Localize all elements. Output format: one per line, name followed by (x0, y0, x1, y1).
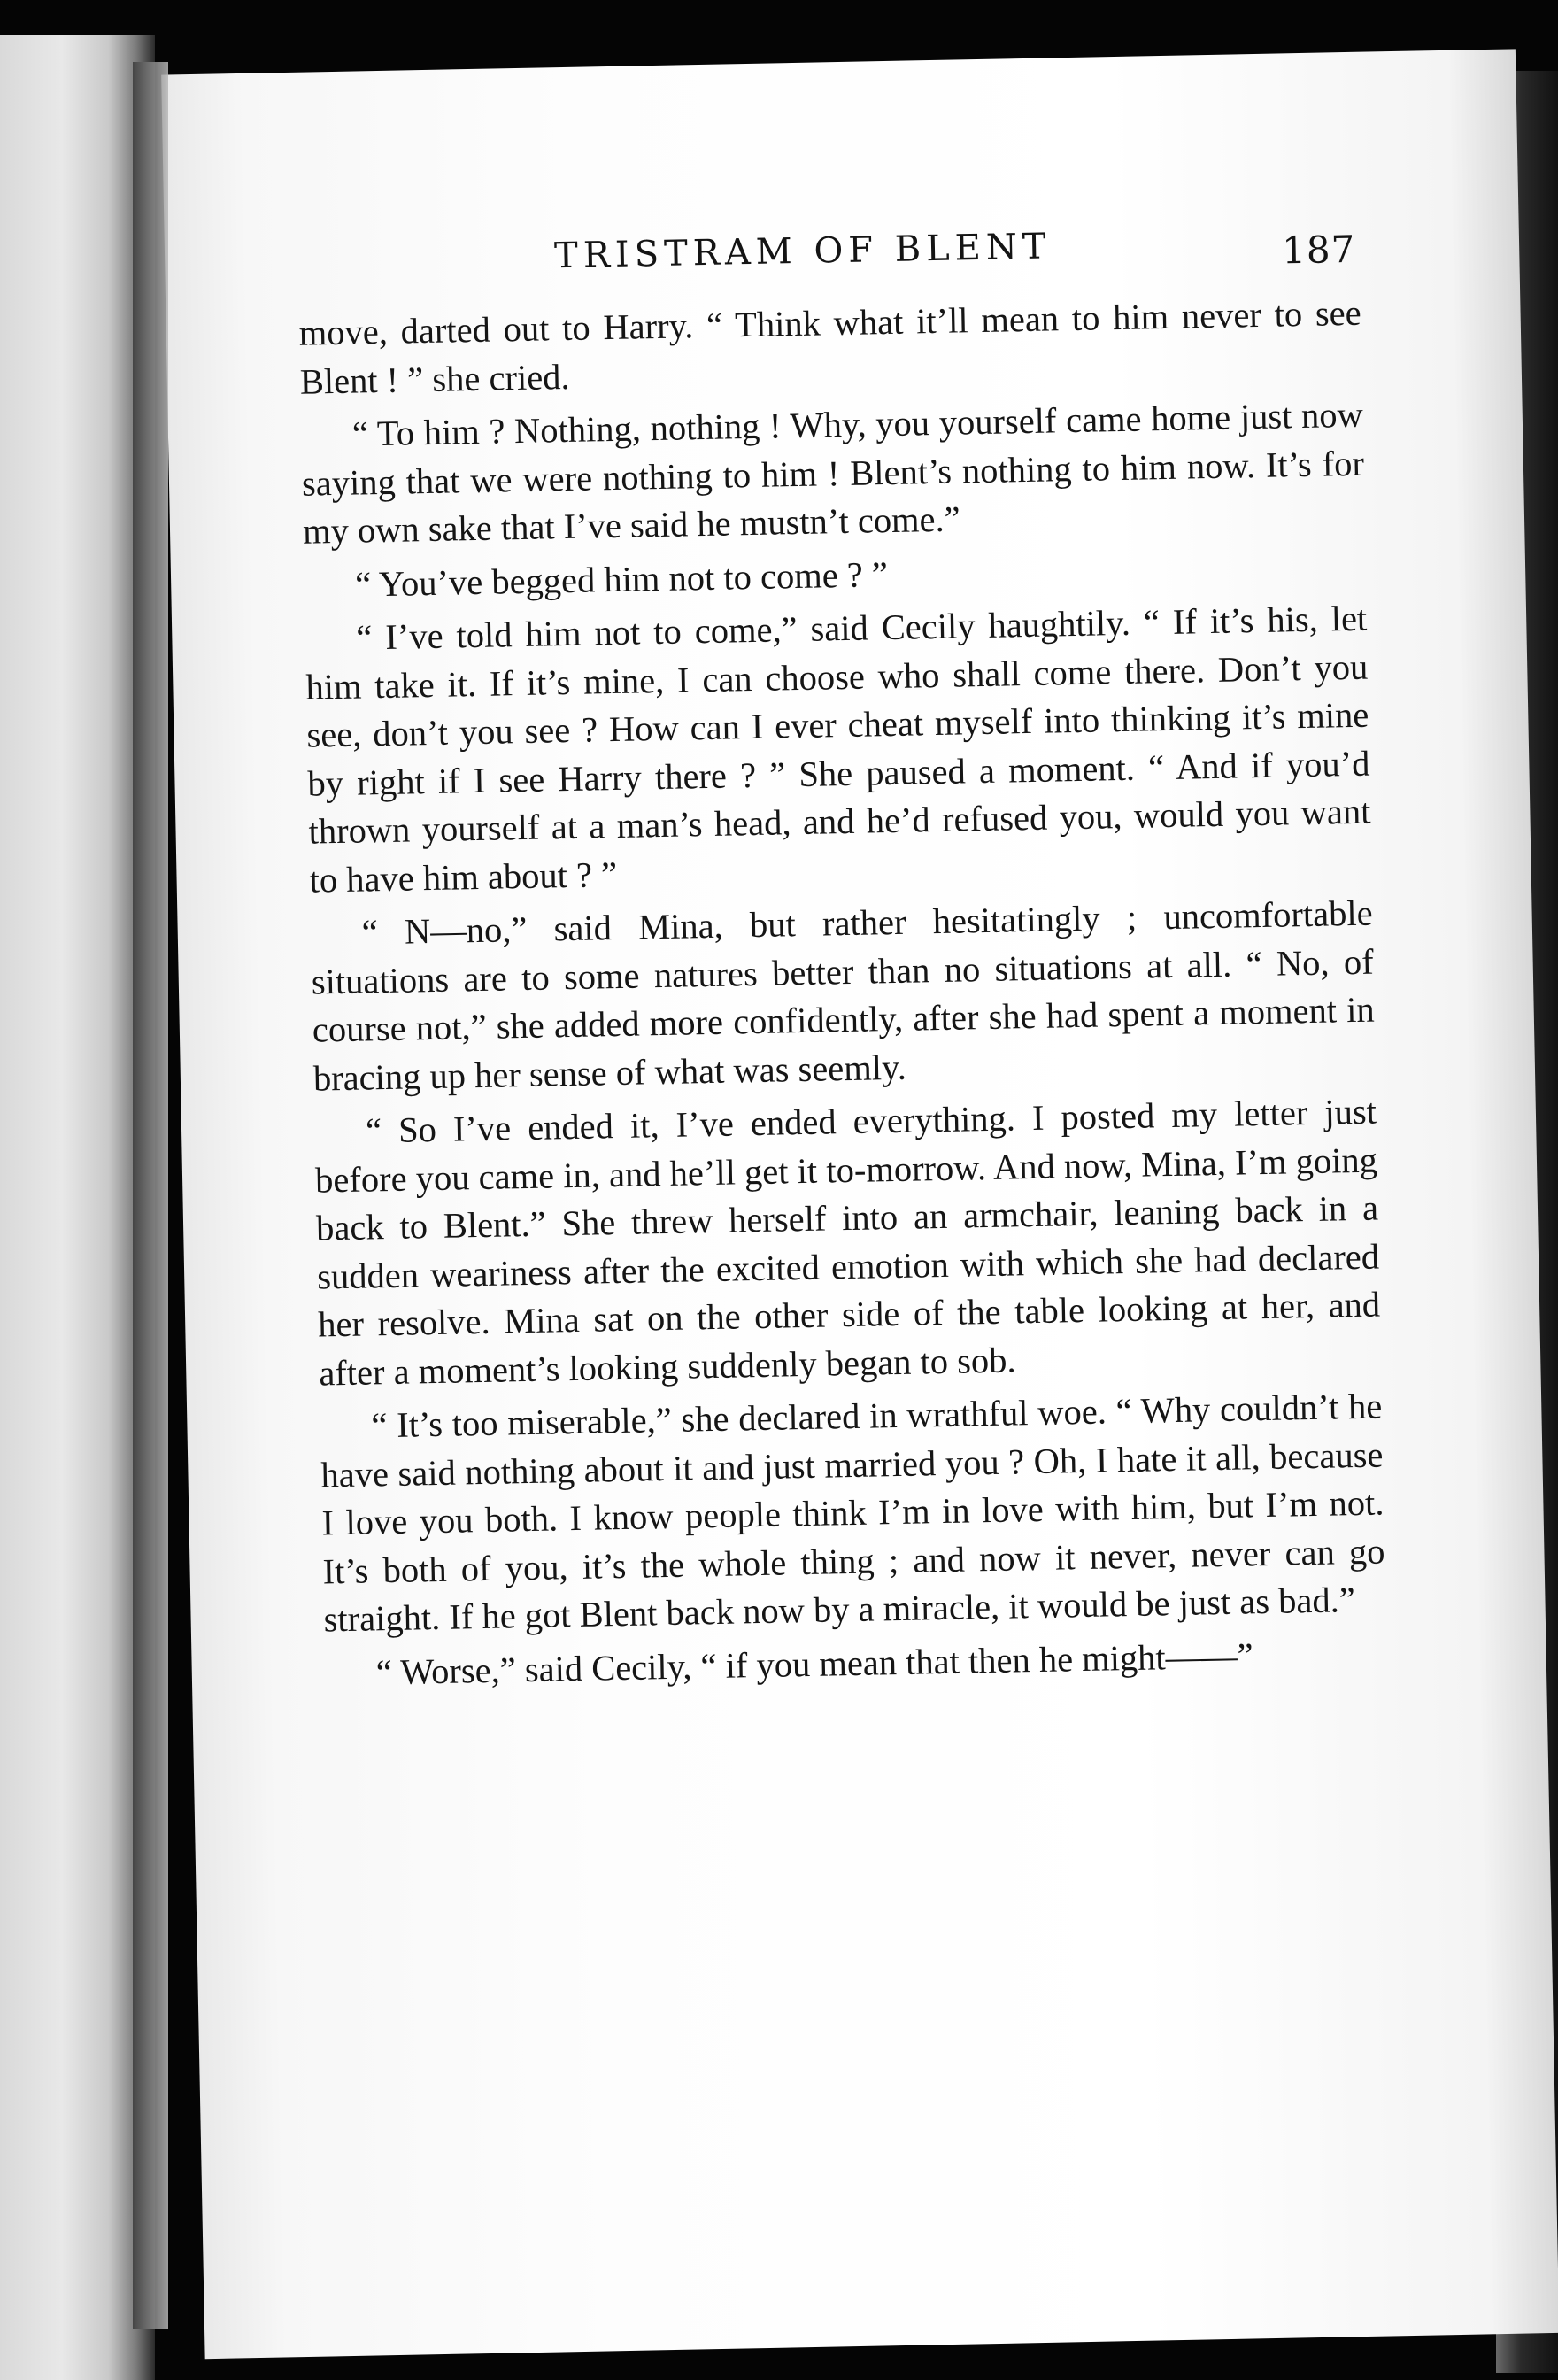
running-title: TRISTRAM OF BLENT (553, 226, 1052, 277)
facing-page-edge (0, 35, 155, 2380)
paragraph: “ It’s too miserable,” she declared in wrathful woe. “ Why couldn’t he have said nothing about it and just married you ? Oh, I hate it all, because I love you both. I know people think I’m in love with him, but I’m not. It’s both of you, it’s the whole thing ; and now it never, never can go straight. If he got Blent back now by a miracle, it would be just as bad.” (320, 1386, 1385, 1640)
page-body (298, 290, 1387, 1704)
paragraph: “ So I’ve ended it, I’ve ended everything. I posted my letter just before you came in, and he’ll get it to-morrow. And now, Mina, I’m going back to Blent.” She threw herself into an armchair, leaning back in a sudden weariness after the excited emotion with which she had declared her resolve. Mina sat on the other side of the table looking at her, and after a moment’s looking suddenly began to sob. (314, 1091, 1381, 1394)
running-header (165, 217, 1519, 277)
paragraph: “ To him ? Nothing, nothing ! Why, you yourself came home just now saying that we were nothing to him ! Blent’s nothing to him now. It’s for my own sake that I’ve said he mustn’t come.” (301, 394, 1365, 552)
paragraph: “ You’ve begged him not to come ? ” (354, 553, 889, 605)
paragraph: “ Worse,” said Cecily, “ if you mean that then he might——” (375, 1634, 1254, 1692)
binding-gutter-shadow (133, 62, 168, 2329)
book-page (161, 49, 1558, 2359)
page-number: 187 (1281, 227, 1356, 273)
paragraph: “ N—no,” said Mina, but rather hesitatingly ; uncomfortable situations are to some natures better than no situations at all. “ No, of course not,” she added more confidently, after she had spent a moment in bracing up her sense of what was seemly. (311, 892, 1376, 1099)
paragraph: “ I’ve told him not to come,” said Cecily haughtily. “ If it’s his, let him take it. If it’s mine, I can choose who shall come there. Don’t you see, don’t you see ? How can I ever cheat myself into thinking it’s mine by right if I see Harry there ? ” She paused a moment. “ And if you’d thrown yourself at a man’s head, and he’d refused you, would you want to have him about ? ” (305, 598, 1371, 900)
paragraph: move, darted out to Harry. “ Think what it’ll mean to him never to see Blent ! ” she cried. (298, 292, 1361, 402)
